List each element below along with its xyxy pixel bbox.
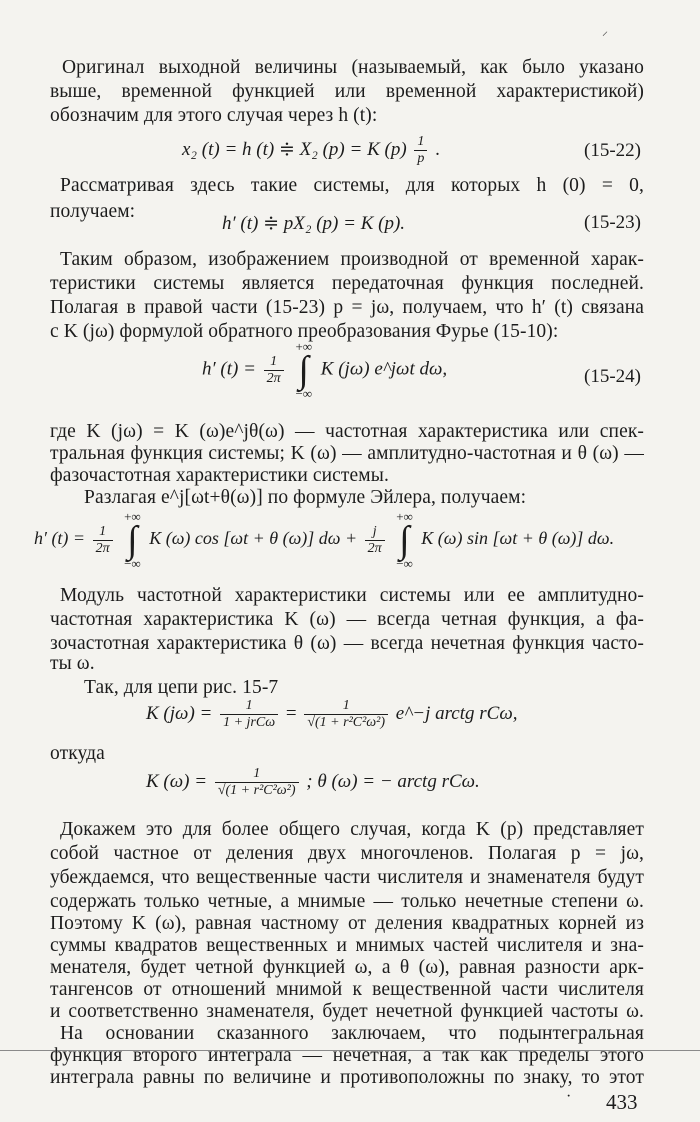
- text-line: менателя, будет четной функцией ω, а θ (ω), равная разности арк-: [50, 957, 644, 978]
- text-line: суммы квадратов вещественных и мнимых частей числителя и зна-: [50, 935, 644, 956]
- corner-mark: ⸝: [602, 24, 609, 38]
- text-line: интеграла равны по величине и противоположны по знаку, то этот: [50, 1067, 644, 1088]
- equation-number: (15-24): [584, 366, 641, 387]
- integral-sign: +∞ ∫ −∞: [124, 509, 141, 571]
- fraction: $\frac{j}{2\pi}$: [365, 524, 385, 557]
- text-line: теристики системы является передаточная функция последней.: [50, 273, 644, 294]
- fraction: $\frac{1}{\text{1 + jrCω}}$: [220, 698, 278, 731]
- text-line: содержать только четные, а мнимые — только нечетные степени ω.: [50, 891, 644, 912]
- text-line: где K (jω) = K (ω)e^jθ(ω) — частотная характеристика или спек-: [50, 421, 644, 442]
- text-line: функция второго интеграла — нечетная, а так как пределы этого: [50, 1045, 644, 1066]
- text-line: Оригинал выходной величины (называемый, как было указано: [62, 57, 644, 78]
- text-line: Полагая в правой части (15-23) p = jω, получаем, что h′ (t) связана: [50, 297, 644, 318]
- text-line: Докажем это для более общего случая, когда K (p) представляет: [60, 819, 644, 840]
- text-line: Модуль частотной характеристики системы или ее амплитудно-: [60, 585, 644, 606]
- fraction: $\frac{1}{2\pi}$: [93, 524, 113, 557]
- text-line: выше, временной функцией или временной характеристикой): [50, 81, 644, 102]
- text-line: фазочастотная характеристики системы.: [50, 465, 389, 486]
- text-line: ты ω.: [50, 653, 95, 674]
- equation-15-24: h′ (t) = $\frac{1}{2\pi}$ +∞ ∫ −∞ K (jω) e^jωt dω,: [202, 339, 448, 401]
- fraction: $\frac{1}{2\pi}$: [264, 354, 284, 387]
- text-line: и соответственно знаменателя, будет нечетной функцией частоты ω.: [50, 1001, 644, 1022]
- equation-euler: h′ (t) = $\frac{1}{2\pi}$ +∞ ∫ −∞ K (ω) cos [ωt + θ (ω)] dω + $\frac{j}{2\pi}$ +∞ ∫ −∞ K (ω) sin [ωt + θ (ω)] dω.: [34, 509, 615, 571]
- text-line: Разлагая e^j[ωt+θ(ω)] по формуле Эйлера, получаем:: [84, 487, 527, 508]
- integral-sign: +∞ ∫ −∞: [396, 509, 413, 571]
- text-line: Рассматривая здесь такие системы, для которых h (0) = 0,: [60, 175, 644, 196]
- text-line: собой частное от деления двух многочленов. Полагая p = jω,: [50, 843, 644, 864]
- text-line: Так, для цепи рис. 15-7: [84, 677, 279, 698]
- text-line: откуда: [50, 743, 105, 764]
- equation-number: (15-22): [584, 140, 641, 161]
- equation-number: (15-23): [584, 212, 641, 233]
- text-line: Таким образом, изображением производной от временной харак-: [60, 249, 644, 270]
- text-line: зочастотная характеристика θ (ω) — всегда нечетная функция часто-: [50, 633, 644, 654]
- text-line: тангенсов от отношений мнимой к вещественной части числителя: [50, 979, 644, 1000]
- text-line: частотная характеристика K (ω) — всегда четная функция, а фа-: [50, 609, 644, 630]
- text-line: получаем:: [50, 201, 136, 222]
- equation-circuit: K (jω) = $\frac{1}{\text{1 + jrCω}}$ = $\frac{1}{\text{√(1 + r²C²ω²)}}$ e^−j arctg rCω,: [146, 698, 518, 730]
- page-number: 433: [606, 1090, 638, 1114]
- text-line: тральная функция системы; K (ω) — амплитудно-частотная и θ (ω) —: [50, 443, 644, 464]
- text-line: На основании сказанного заключаем, что подынтегральная: [60, 1023, 644, 1044]
- fraction: $\frac{1}{p}$: [414, 134, 427, 167]
- fraction: $\frac{1}{\text{√(1 + r²C²ω²)}}$: [215, 766, 299, 799]
- equation-15-22: x₂ (t) = h (t) ≑ X₂ (p) = K (p) $\frac{1}{p}$ .: [182, 134, 440, 166]
- equation-result: K (ω) = $\frac{1}{\text{√(1 + r²C²ω²)}}$ ; θ (ω) = − arctg rCω.: [146, 766, 480, 798]
- integral-sign: +∞ ∫ −∞: [295, 339, 313, 401]
- text-line: обозначим для этого случая через h (t):: [50, 105, 378, 126]
- text-line: убеждаемся, что вещественные части числителя и знаменателя будут: [50, 867, 644, 888]
- footer-dot: ·: [566, 1088, 572, 1105]
- fraction: $\frac{1}{\text{√(1 + r²C²ω²)}}$: [304, 698, 388, 731]
- equation-15-23: h′ (t) ≑ pX₂ (p) = K (p).: [222, 213, 406, 234]
- text-line: Поэтому K (ω), равная частному от деления квадратных корней из: [50, 913, 644, 934]
- text-line: с K (jω) формулой обратного преобразования Фурье (15-10):: [50, 321, 559, 342]
